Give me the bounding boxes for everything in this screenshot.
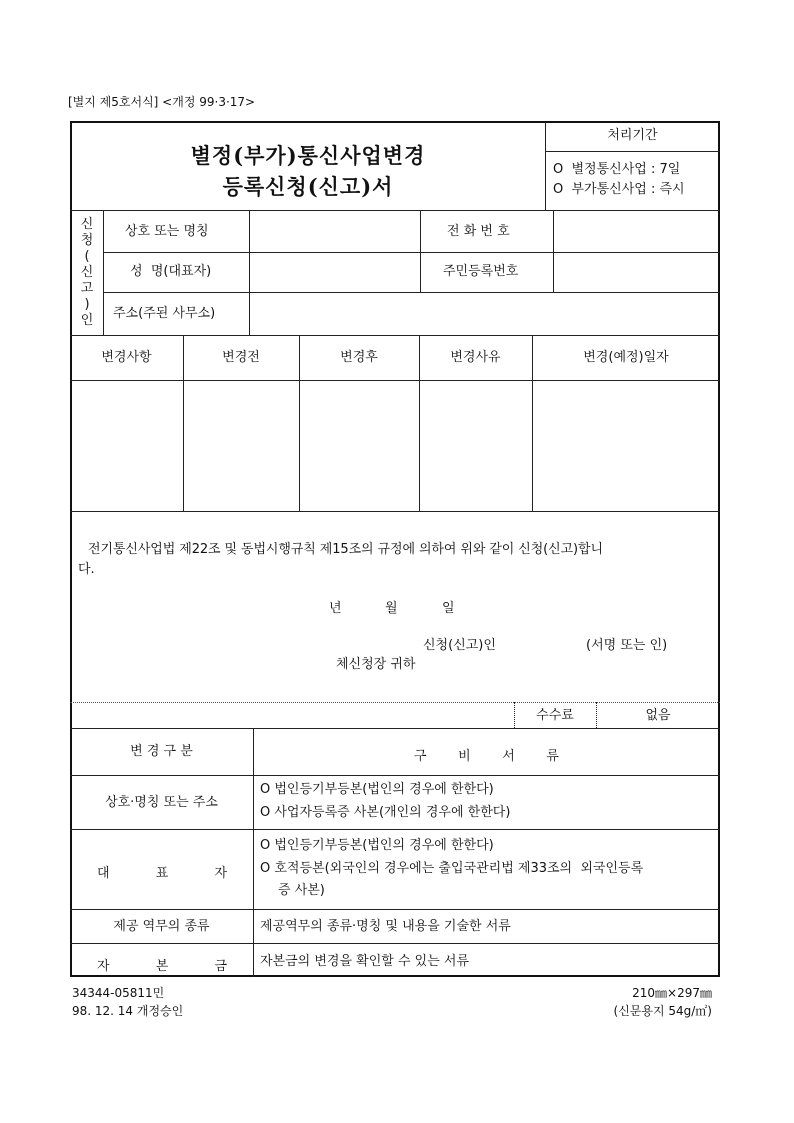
docs-row1-item2: O 사업자등록증 사본(개인의 경우에 한한다) (260, 805, 511, 820)
phone-field[interactable] (554, 212, 719, 251)
docs-header-documents: 구 비 서 류 (414, 749, 559, 764)
signature-or-seal-label: (서명 또는 인) (586, 638, 668, 653)
change-after-cell[interactable] (301, 382, 418, 510)
resident-number-label: 주민등록번호 (443, 264, 519, 279)
processing-item-value-added: O 부가통신사업 : 즉시 (553, 182, 685, 197)
statement-line2: 다. (78, 562, 95, 577)
footer-approval: 98. 12. 14 개정승인 (72, 1004, 184, 1018)
change-date-cell[interactable] (534, 382, 719, 510)
footer-form-code: 34344-05811민 (72, 986, 165, 1000)
fee-value: 없음 (645, 708, 671, 723)
change-header-after: 변경후 (340, 350, 378, 365)
change-before-cell[interactable] (185, 382, 298, 510)
change-header-reason: 변경사유 (450, 350, 501, 365)
docs-row-name-address: 상호·명칭 또는 주소 (105, 795, 218, 810)
footer-paper-type: (신문용지 54g/㎡) (613, 1004, 712, 1018)
date-year-label: 년 (329, 601, 342, 616)
docs-row2-item1: O 법인등기부등본(법인의 경우에 한한다) (260, 838, 494, 853)
docs-row-service-type: 제공 역무의 종류 (113, 919, 210, 934)
docs-row-capital: 자 본 금 (97, 959, 227, 974)
change-header-before: 변경전 (222, 350, 260, 365)
trade-name-label: 상호 또는 명칭 (125, 224, 209, 239)
representative-label: 성 명(대표자) (130, 264, 212, 279)
fee-label: 수수료 (536, 708, 574, 723)
change-header-date: 변경(예정)일자 (583, 350, 669, 365)
docs-row4-item1: 자본금의 변경을 확인할 수 있는 서류 (260, 954, 470, 969)
form-header: [별지 제5호서식] <개정 99·3·17> (68, 95, 256, 109)
address-label: 주소(주된 사무소) (113, 306, 216, 321)
docs-row2-item2-cont: 증 사본) (278, 883, 325, 898)
docs-header-category: 변 경 구 분 (130, 744, 193, 759)
footer-paper-size: 210㎜×297㎜ (632, 986, 712, 1000)
form-title-line1: 별정(부가)통신사업변경 (190, 143, 426, 168)
change-item-cell[interactable] (72, 382, 182, 510)
docs-row1-item1: O 법인등기부등본(법인의 경우에 한한다) (260, 782, 494, 797)
processing-period-label: 처리기간 (607, 128, 658, 143)
docs-row-representative: 대 표 자 (97, 866, 227, 881)
docs-row2-item2: O 호적등본(외국인의 경우에는 출입국관리법 제33조의 외국인등록 (260, 861, 644, 876)
statement-line1: 전기통신사업법 제22조 및 동법시행규칙 제15조의 규정에 의하여 위와 같이 신청(신고)합니 (88, 542, 603, 557)
resident-number-field[interactable] (554, 254, 719, 291)
change-reason-cell[interactable] (421, 382, 531, 510)
recipient-label: 체신청장 귀하 (336, 657, 416, 672)
change-header-item: 변경사항 (101, 350, 152, 365)
processing-item-special: O 별정통신사업 : 7일 (553, 162, 681, 177)
date-day-label: 일 (442, 601, 455, 616)
representative-field[interactable] (250, 254, 419, 291)
date-month-label: 월 (385, 601, 398, 616)
address-field[interactable] (250, 294, 719, 334)
phone-label: 전 화 번 호 (447, 224, 510, 239)
trade-name-field[interactable] (250, 212, 419, 251)
applicant-signature-label: 신청(신고)인 (423, 638, 496, 653)
applicant-vertical-label: 신 청 ( 신 고 ) 인 (80, 217, 94, 328)
docs-row3-item1: 제공역무의 종류·명칭 및 내용을 기술한 서류 (260, 919, 511, 934)
form-title-line2: 등록신청(신고)서 (222, 174, 394, 199)
